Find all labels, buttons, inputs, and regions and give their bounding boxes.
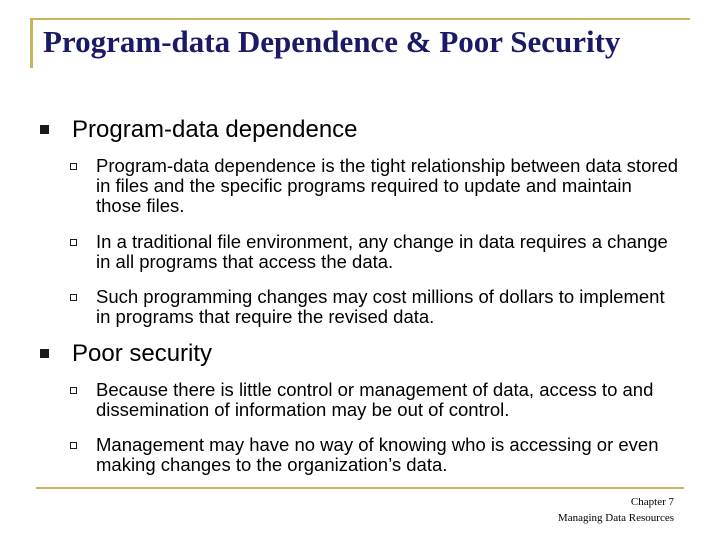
bullet-text: Program-data dependence is the tight relationship between data stored in files and the specific programs required to update and maintain those files.	[96, 155, 679, 216]
bullet-text: In a traditional file environment, any change in data requires a change in all programs that access the data.	[96, 231, 668, 272]
bullet-text: Because there is little control or management of data, access to and dissemination of information may be out of control.	[96, 379, 654, 420]
filled-square-bullet-icon	[40, 125, 49, 134]
hollow-square-bullet-icon	[70, 442, 77, 449]
footer-rule	[36, 487, 684, 489]
section-heading: Program-data dependence	[72, 116, 358, 143]
filled-square-bullet-icon	[40, 349, 49, 358]
footer-subtitle: Managing Data Resources	[557, 512, 674, 524]
bullet-text: Management may have no way of knowing who is accessing or even making changes to the organization’s data.	[96, 434, 659, 475]
slide-title: Program-data Dependence & Poor Security	[43, 24, 621, 59]
section-heading: Poor security	[72, 340, 213, 367]
bullet-text: Such programming changes may cost millions of dollars to implement in programs that require the revised data.	[96, 286, 665, 327]
hollow-square-bullet-icon	[70, 239, 77, 246]
hollow-square-bullet-icon	[70, 294, 77, 301]
footer-chapter: Chapter 7	[630, 496, 674, 508]
hollow-square-bullet-icon	[70, 387, 77, 394]
hollow-square-bullet-icon	[70, 163, 77, 170]
